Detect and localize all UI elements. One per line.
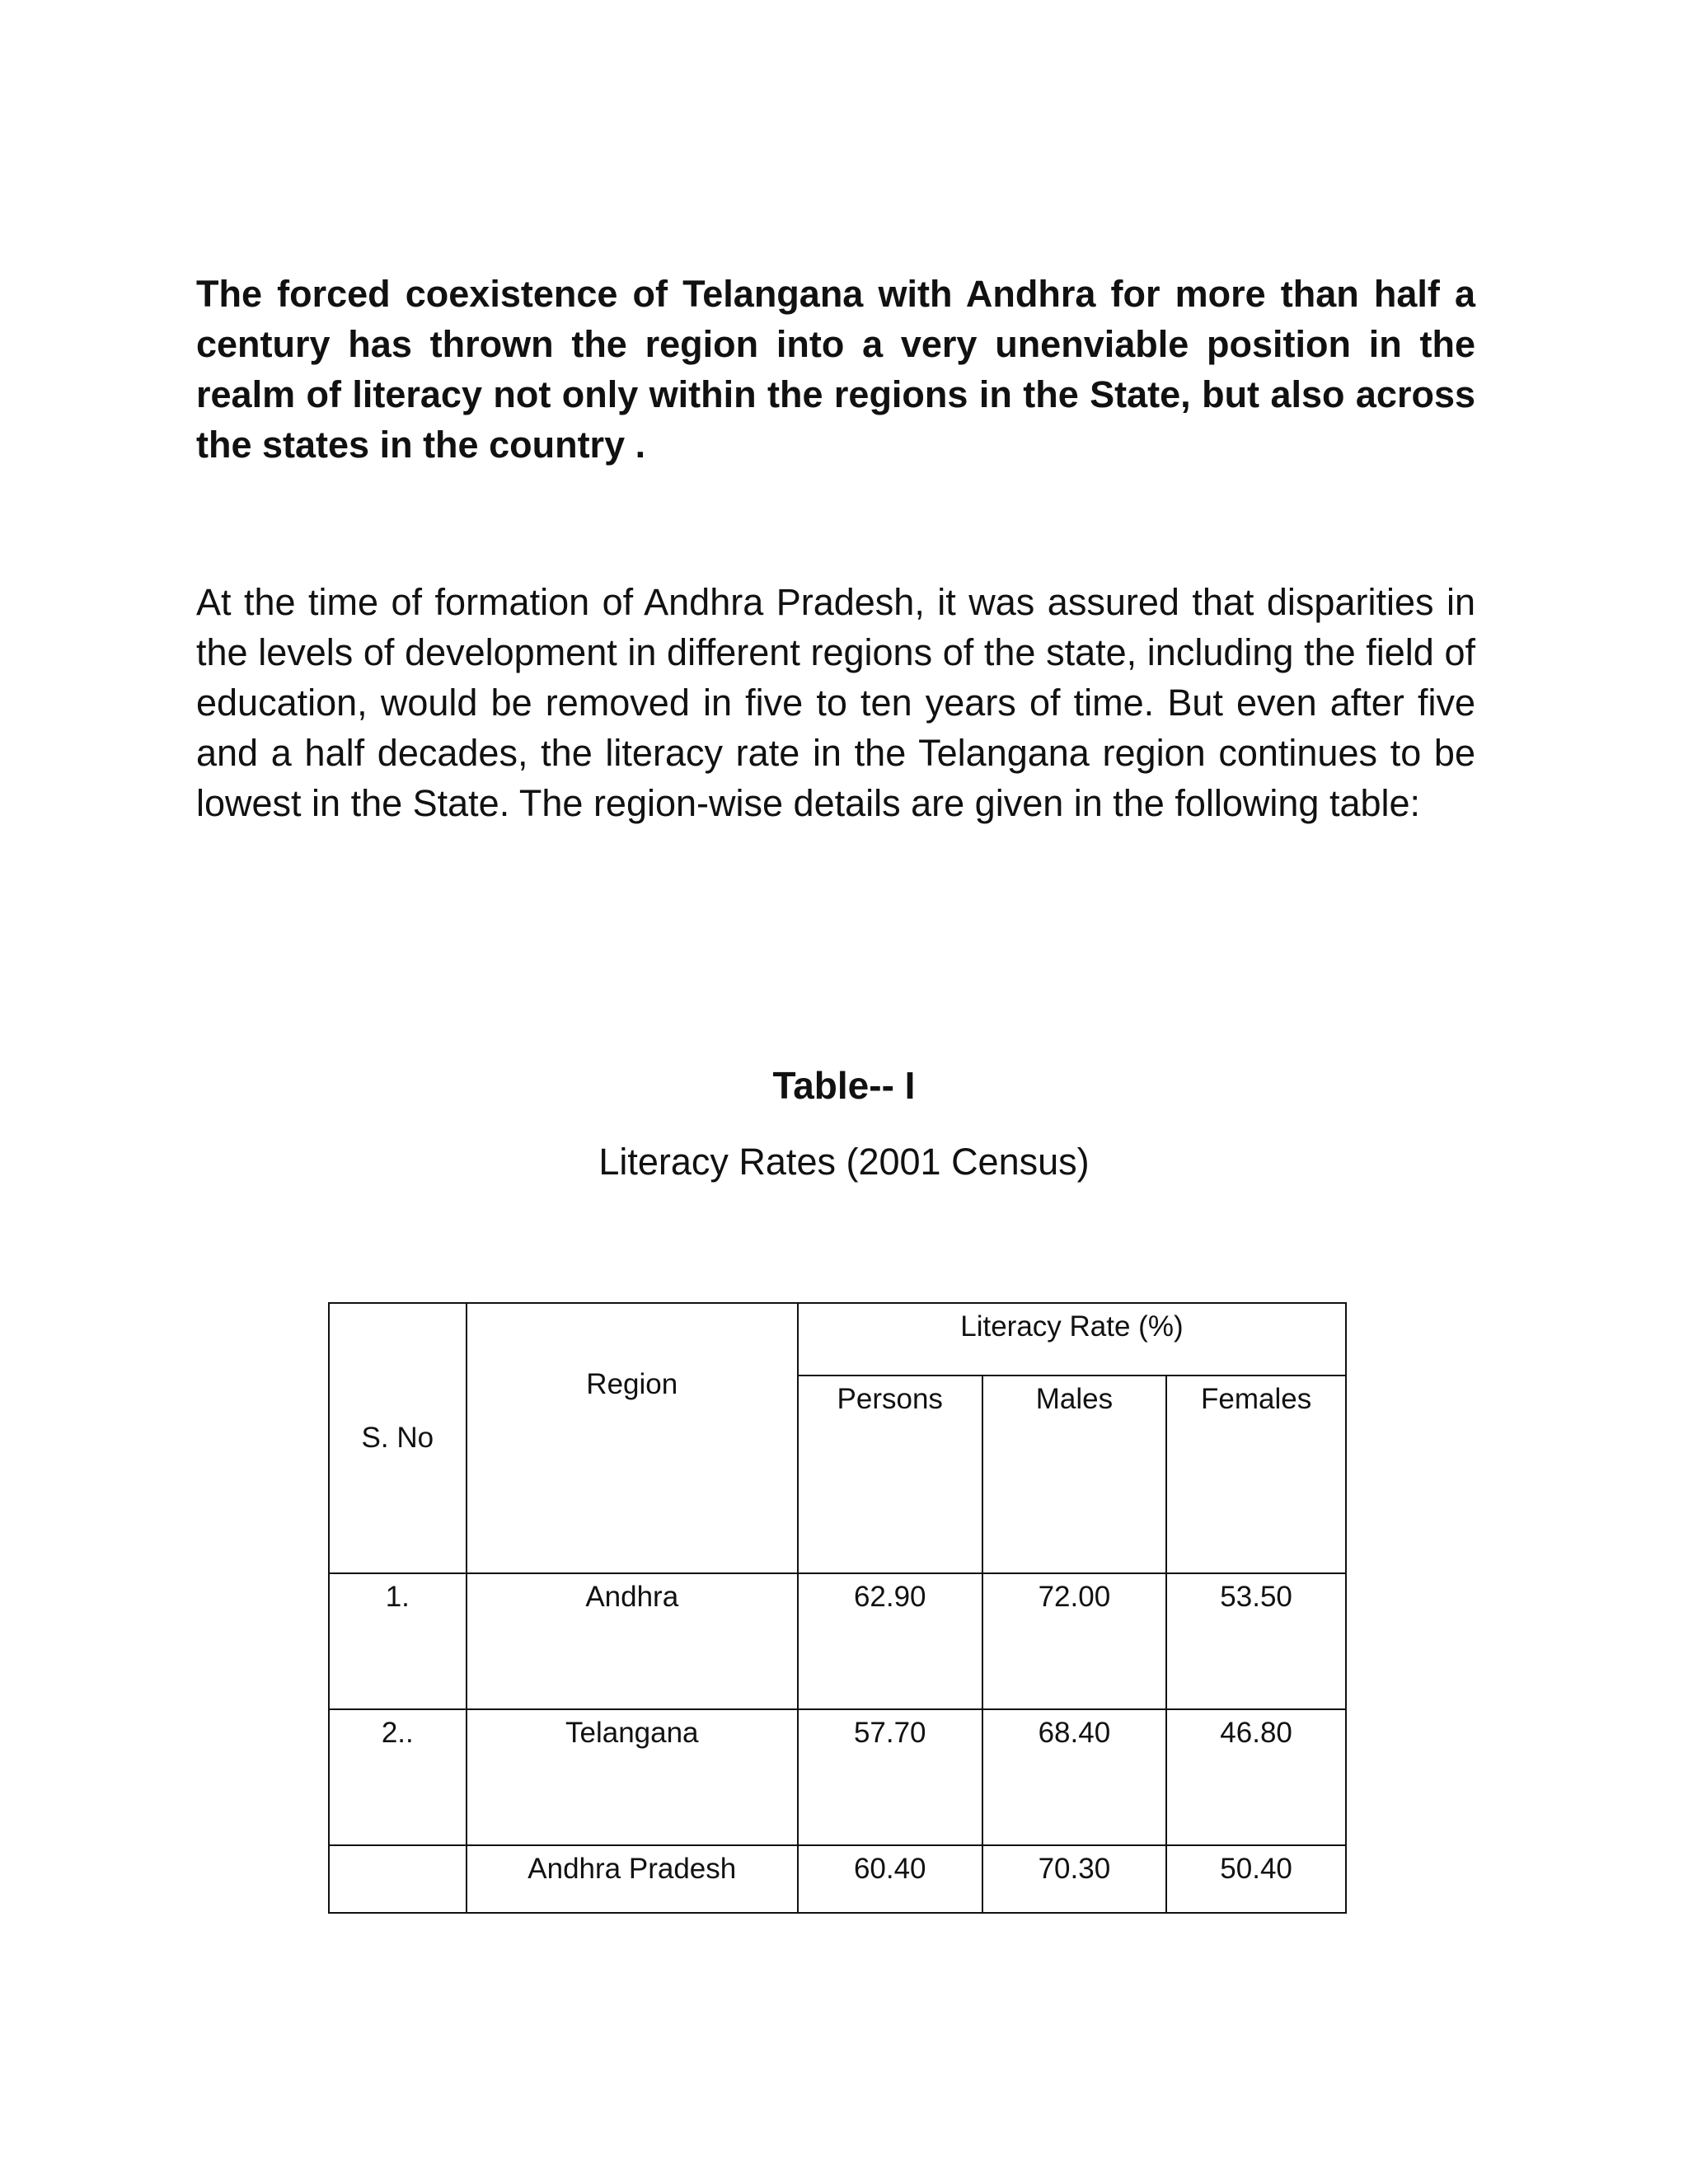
row-females: 53.50 [1166, 1573, 1346, 1709]
row-persons: 60.40 [798, 1845, 982, 1913]
row-males: 68.40 [982, 1709, 1167, 1845]
header-males: Males [982, 1376, 1167, 1573]
row-sno [329, 1845, 467, 1913]
row-sno: 1. [329, 1573, 467, 1709]
table-row [329, 1845, 1346, 1913]
intro-paragraph: At the time of formation of Andhra Pradesh, it was assured that disparities in the levels of development in different regions of the state, including the field of education, would be removed in five to ten years of time. But even after five and a half decades, the literacy rate in the Telangana region continues to be lowest in the State. The region-wise details are given in the following table: [196, 581, 1475, 824]
header-persons: Persons [798, 1376, 982, 1573]
table-header-row [329, 1303, 1346, 1376]
header-females: Females [1166, 1376, 1346, 1573]
row-females: 50.40 [1166, 1845, 1346, 1913]
row-males: 70.30 [982, 1845, 1167, 1913]
table-title: Table-- I [772, 1064, 916, 1107]
row-females: 46.80 [1166, 1709, 1346, 1845]
table-caption: Literacy Rates (2001 Census) [598, 1141, 1090, 1183]
table-row [329, 1573, 1346, 1709]
header-sno: S. No [329, 1303, 467, 1573]
row-region: Telangana [467, 1709, 798, 1845]
header-region: Region [467, 1303, 798, 1573]
table-row [329, 1709, 1346, 1845]
row-region: Andhra Pradesh [467, 1845, 798, 1913]
row-persons: 62.90 [798, 1573, 982, 1709]
header-literacy-rate: Literacy Rate (%) [798, 1303, 1346, 1376]
row-persons: 57.70 [798, 1709, 982, 1845]
row-males: 72.00 [982, 1573, 1167, 1709]
intro-bold-paragraph: The forced coexistence of Telangana with Andhra for more than half a century has thrown the region into a very unenviable position in the realm of literacy not only within the regions in the State, but also across the states in the country . [196, 273, 1475, 466]
literacy-table [328, 1302, 1347, 1914]
row-region: Andhra [467, 1573, 798, 1709]
row-sno: 2.. [329, 1709, 467, 1845]
